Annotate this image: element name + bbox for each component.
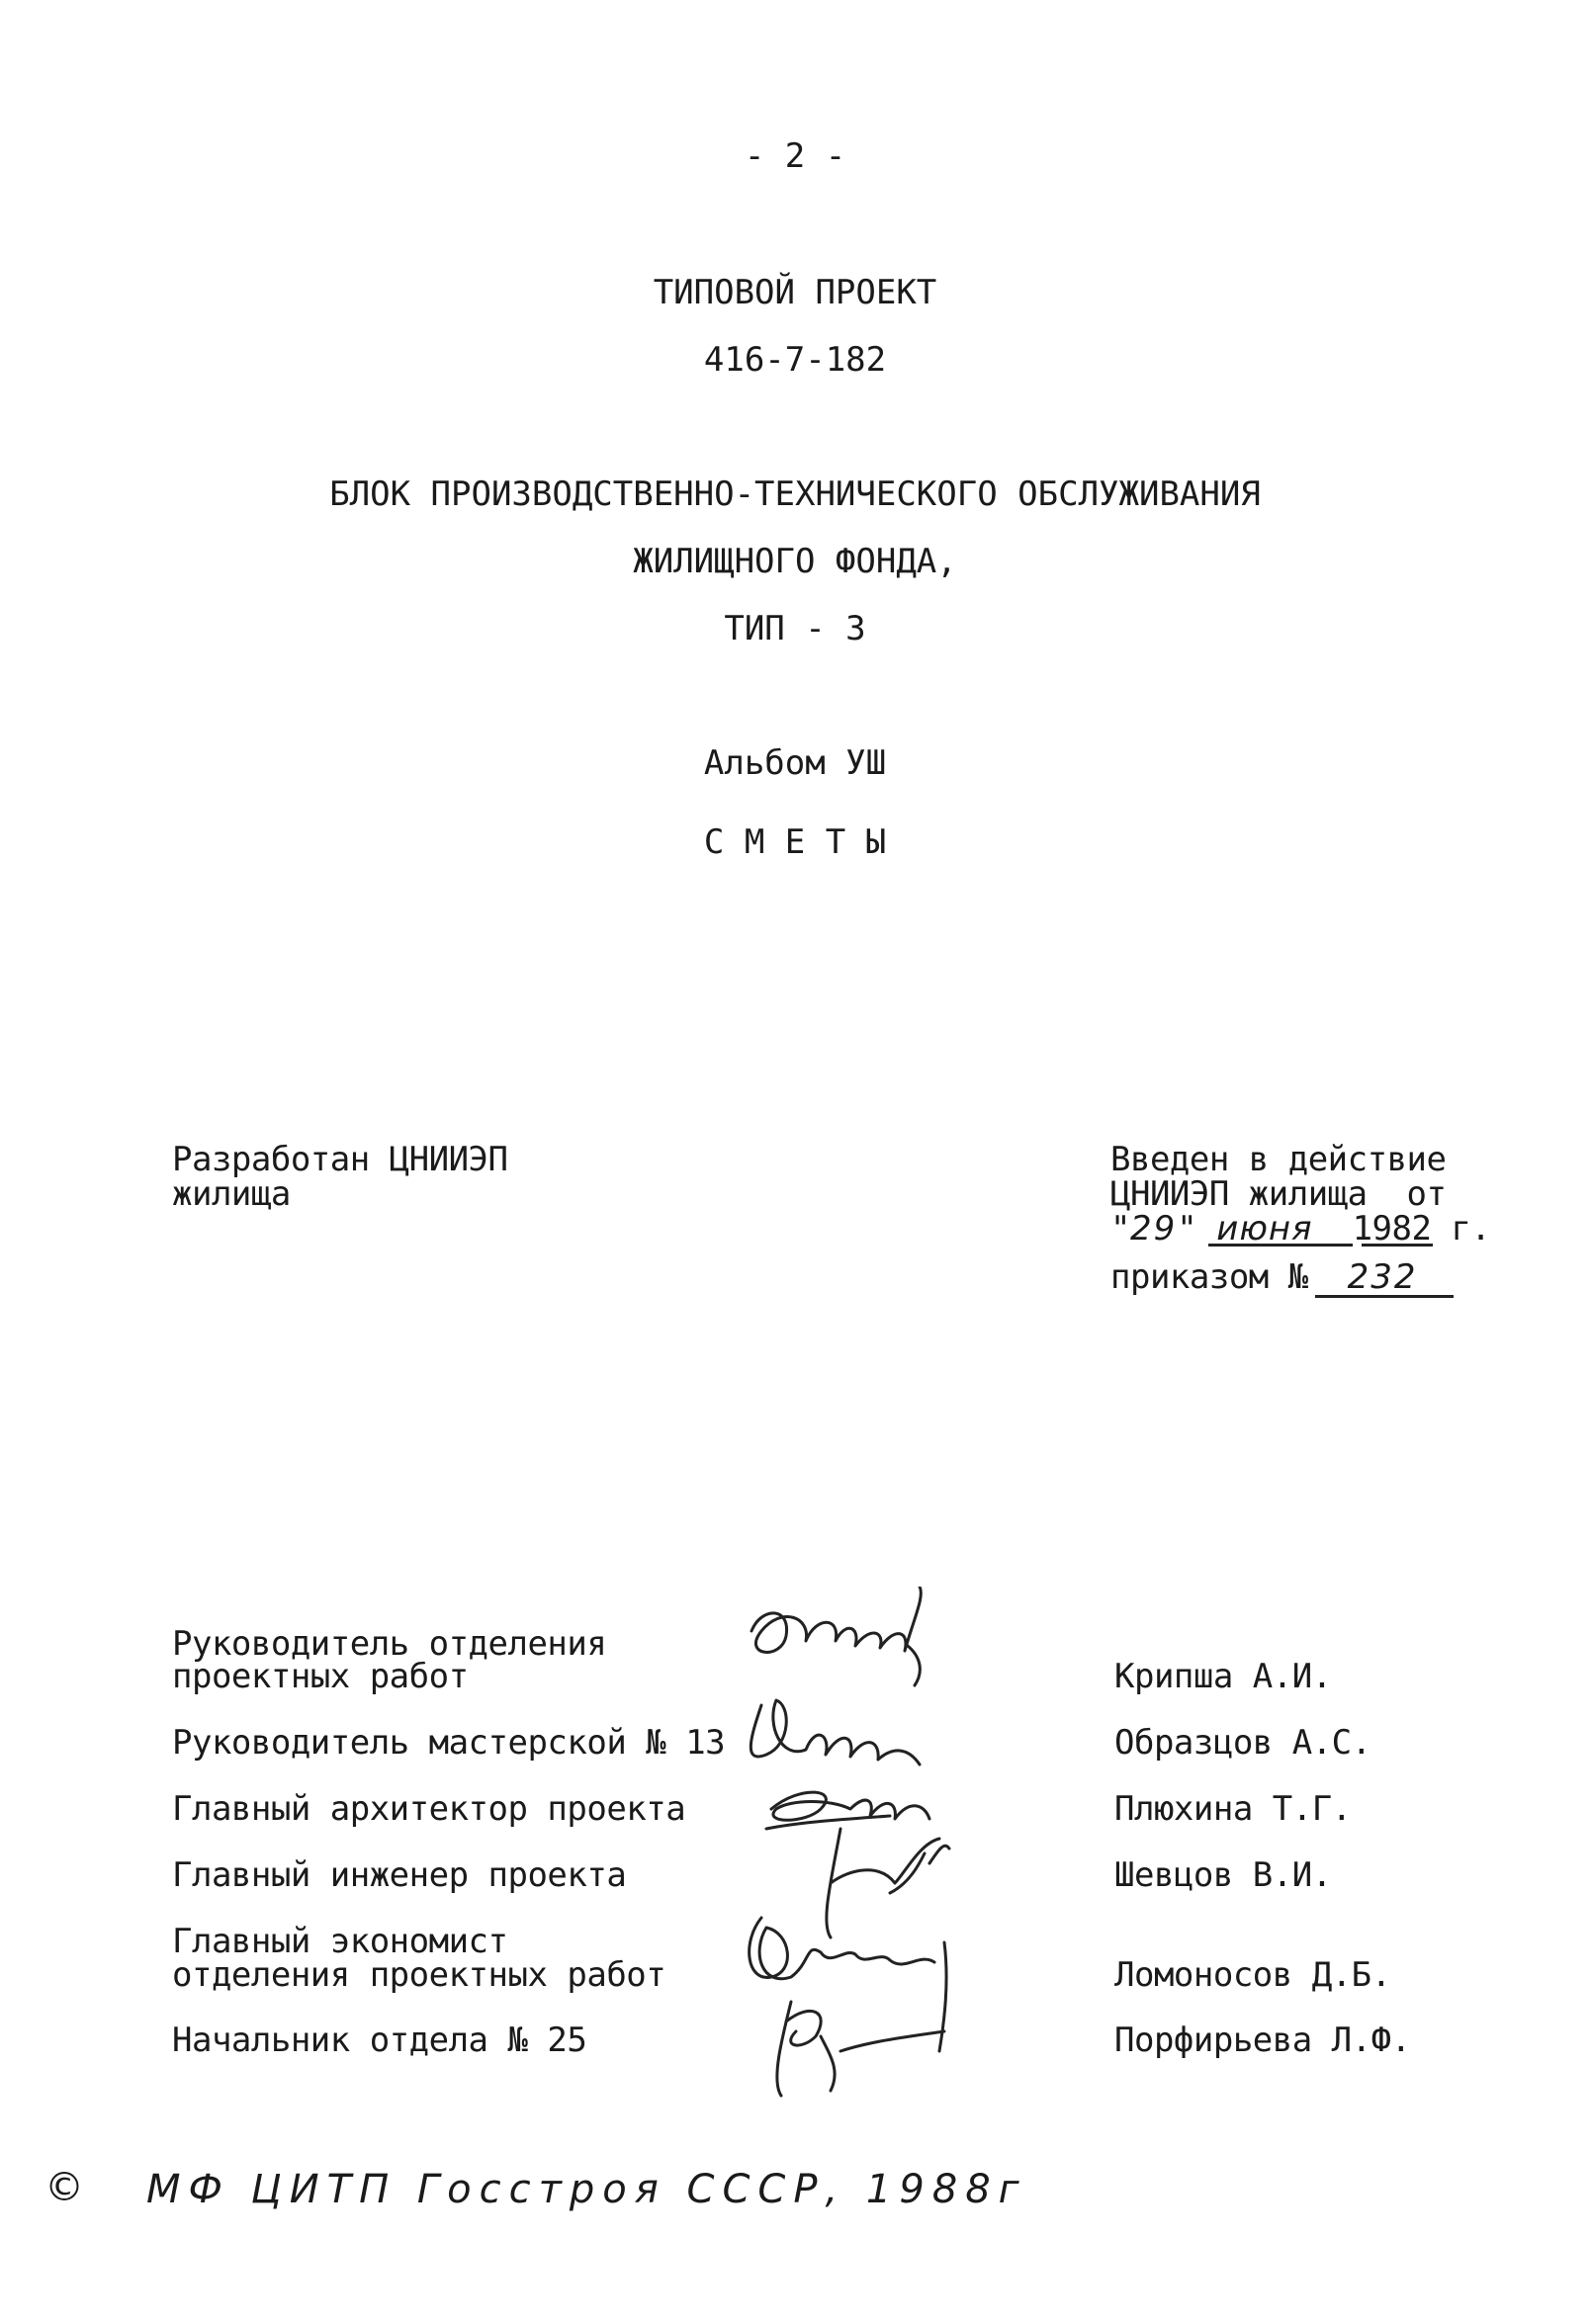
order — [1110, 1259, 1418, 1295]
document-title-line1: БЛОК ПРОИЗВОДСТВЕННО-ТЕХНИЧЕСКОГО ОБСЛУЖИВАНИЯ — [329, 474, 1261, 514]
signatory-name-4: Шевцов В.И. — [1114, 1855, 1332, 1895]
order-underline — [1315, 1295, 1454, 1298]
developer-line2: жилища — [172, 1174, 291, 1214]
signature-3 — [766, 1792, 929, 1829]
section-title: С М Е Т Ы — [703, 822, 887, 862]
quote-close: " — [1177, 1209, 1197, 1248]
signatory-name-3: Плюхина Т.Г. — [1114, 1789, 1352, 1829]
signatory-role-5: Главный экономист — [172, 1922, 508, 1961]
project-type: ТИПОВОЙ ПРОЕКТ — [653, 273, 937, 312]
signatory-name-1: Крипша А.И. — [1114, 1657, 1332, 1696]
quote-open: " — [1110, 1209, 1130, 1248]
document-title-line2: ЖИЛИЩНОГО ФОНДА, — [633, 542, 957, 581]
document-title-line3: ТИП - 3 — [724, 609, 866, 648]
signatory-role-2: Руководитель мастерской № 13 — [172, 1723, 726, 1763]
order-label: приказом № — [1110, 1257, 1308, 1297]
album-number: Альбом УШ — [703, 743, 887, 783]
signatory-role-4: Главный инженер проекта — [172, 1855, 627, 1895]
signatory-role-5-cont: отделения проектных работ — [172, 1955, 666, 1995]
signatory-role-3: Главный архитектор проекта — [172, 1789, 686, 1829]
enactment-day: 29 — [1129, 1209, 1178, 1248]
project-code: 416-7-182 — [703, 340, 887, 380]
signatory-role-1-cont: проектных работ — [172, 1657, 469, 1696]
signatory-role-6: Начальник отдела № 25 — [172, 2021, 587, 2060]
signature-6 — [777, 2002, 944, 2096]
handwritten-signatures — [722, 1587, 1018, 2101]
signatory-role-1: Руководитель отделения — [172, 1624, 607, 1664]
enactment-line1: Введен в действие — [1110, 1140, 1447, 1179]
enactment-line2: ЦНИИЭП жилища от — [1110, 1174, 1447, 1214]
signatory-name-6: Порфирьева Л.Ф. — [1114, 2021, 1411, 2060]
signatory-name-2: Образцов А.С. — [1114, 1723, 1371, 1763]
enactment-year: 1982 г. — [1352, 1209, 1491, 1248]
enactment-month: июня — [1216, 1209, 1313, 1248]
developer-line1: Разработан ЦНИИЭП — [172, 1140, 508, 1179]
order-number: 232 — [1347, 1257, 1418, 1297]
signatory-name-5: Ломоносов Д.Б. — [1114, 1955, 1391, 1995]
month-underline — [1208, 1244, 1353, 1247]
signature-2 — [751, 1700, 920, 1765]
signature-4 — [827, 1829, 949, 1937]
enactment-date — [1110, 1211, 1490, 1247]
signature-1 — [751, 1587, 921, 1685]
signature-5 — [750, 1918, 946, 2051]
page-number: - 2 - — [744, 136, 846, 176]
copyright-icon: © — [44, 2165, 84, 2210]
year-underline — [1362, 1244, 1433, 1247]
footer-publisher: МФ ЦИТП Госстроя СССР, 1988г — [146, 2167, 1027, 2212]
